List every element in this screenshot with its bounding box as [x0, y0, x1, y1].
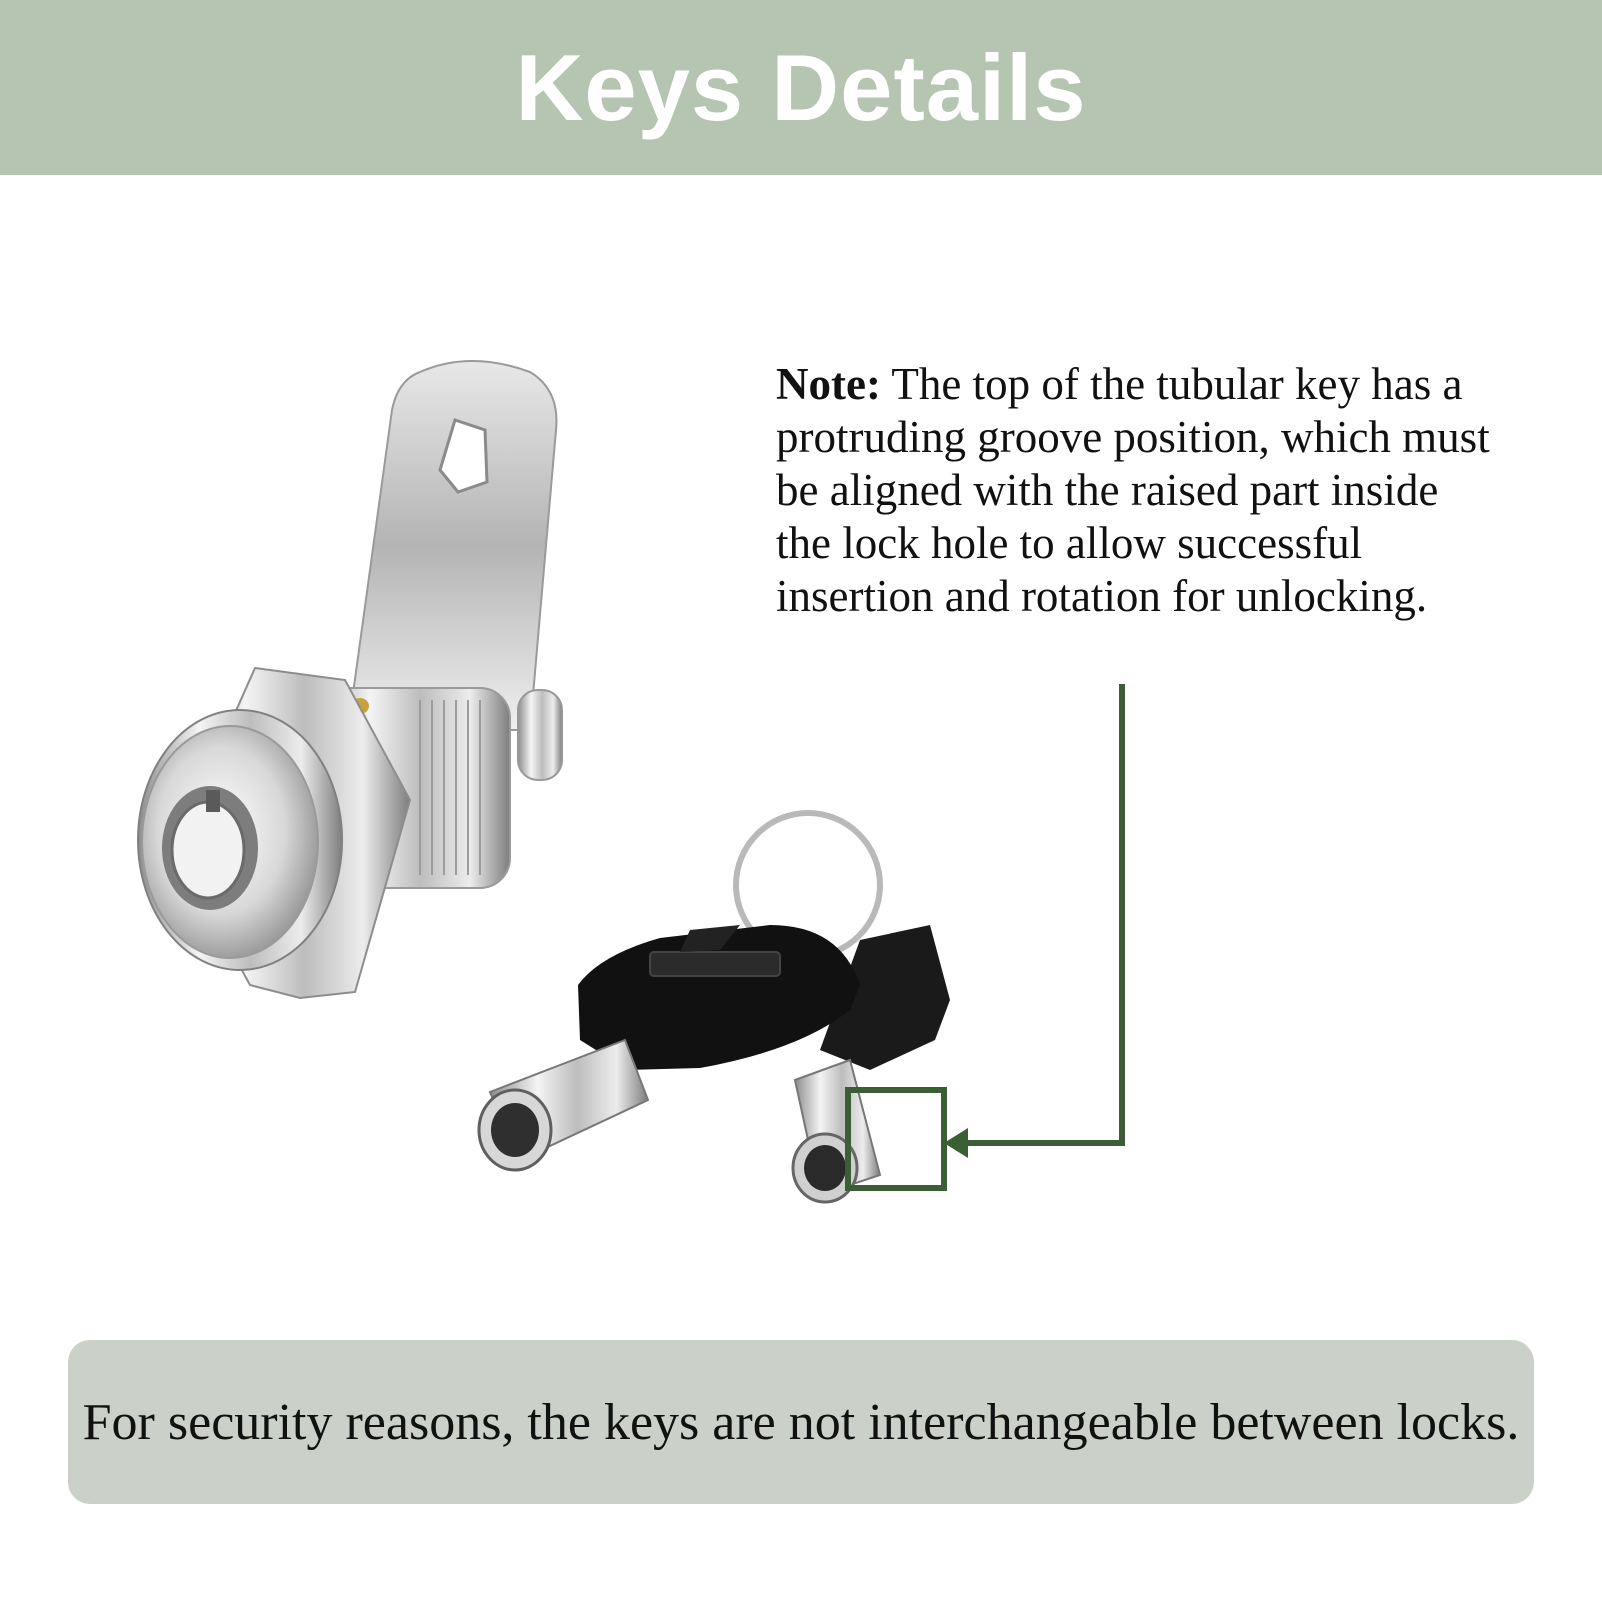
callout-arrow-icon — [944, 1128, 968, 1158]
footer-note-box — [68, 1340, 1534, 1504]
footer-text: For security reasons, the keys are not interchangeable between locks. — [82, 1393, 1520, 1451]
note-text: The top of the tubular key has a protruding groove position, which must be aligned with the raised part inside the lock hole to allow successful insertion and rotation for unlocking. — [776, 359, 1490, 621]
note-label: Note: — [776, 359, 881, 409]
tubular-keys-icon — [479, 925, 950, 1202]
page-title: Keys Details — [515, 34, 1087, 140]
cam-lock-icon — [138, 361, 562, 998]
